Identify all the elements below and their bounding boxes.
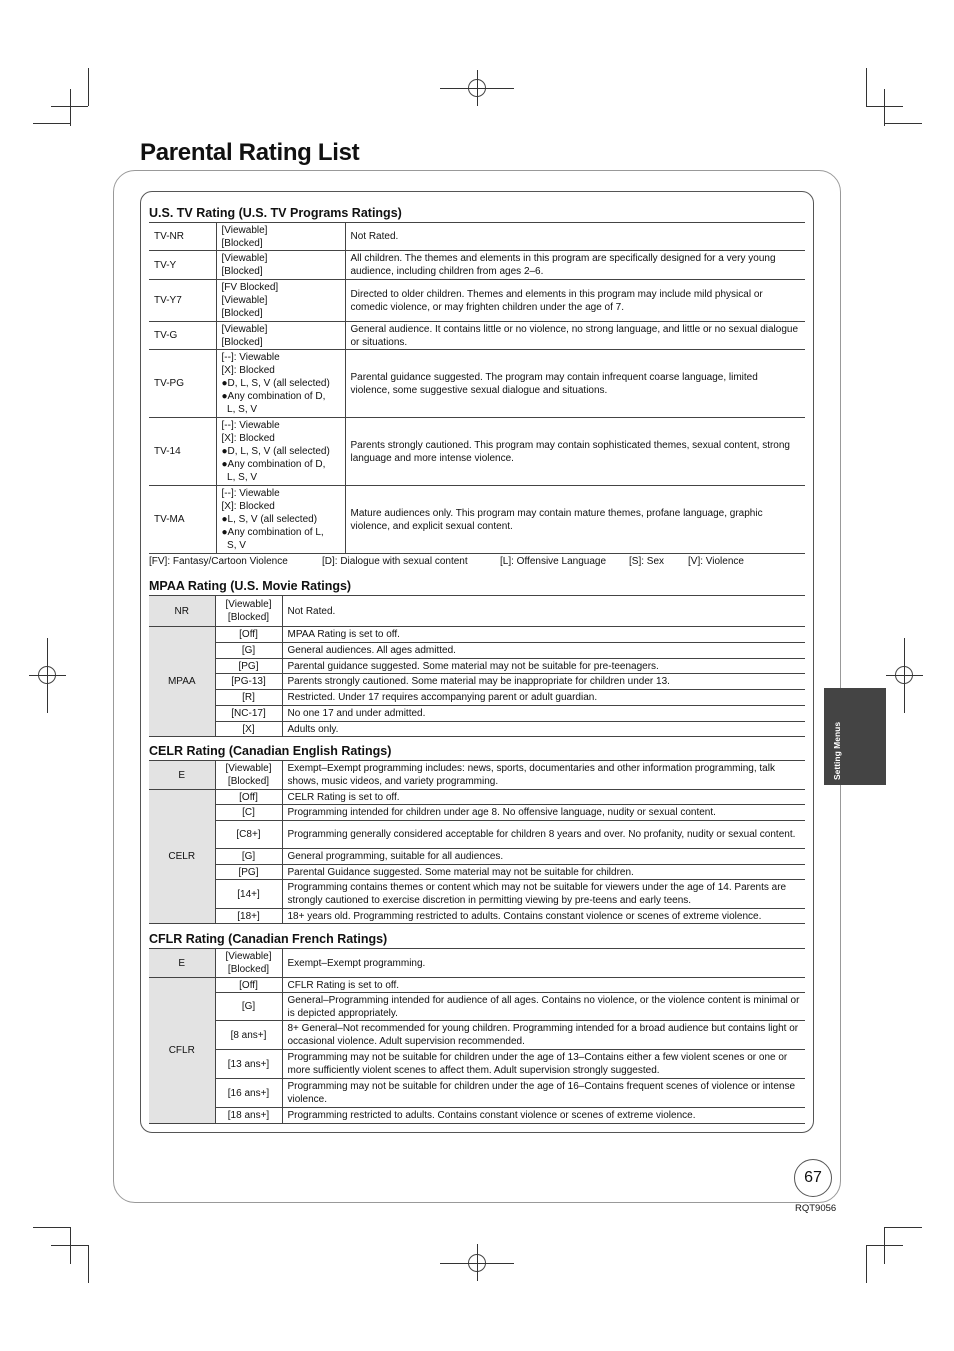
- option-line: [--]: Viewable: [221, 488, 280, 499]
- rating-description: 18+ years old. Programming restricted to adults. Contains constant violence or scenes of extreme violence.: [282, 909, 805, 924]
- option-line: [X]: Blocked: [221, 365, 275, 376]
- rating-description: Mature audiences only. This program may contain mature themes, profane language, graphic violence, and explicit sexual content.: [345, 486, 805, 554]
- us-tv-table: [149, 222, 805, 554]
- rating-option: [18 ans+]: [215, 1108, 282, 1124]
- rating-group: CELR: [149, 790, 215, 924]
- option-line: [Blocked]: [227, 612, 270, 623]
- rating-description: Programming may not be suitable for children under the age of 16–Contains frequent scenes of violence or intense violence.: [282, 1079, 805, 1108]
- rating-options: [215, 949, 282, 978]
- page-number: 67: [794, 1159, 832, 1197]
- rating-description: Parents strongly cautioned. Some material may be inappropriate for children under 13.: [282, 674, 805, 690]
- rating-option: [8 ans+]: [215, 1021, 282, 1050]
- table-row: [149, 790, 805, 805]
- table-row: [149, 880, 805, 909]
- table-row: [149, 1021, 805, 1050]
- option-line: L, S, V: [221, 404, 258, 415]
- rating-description: Adults only.: [282, 722, 805, 737]
- rating-option: [PG]: [215, 659, 282, 674]
- rating-options: [216, 251, 345, 280]
- option-line: L, S, V: [221, 472, 258, 483]
- rating-option: [X]: [215, 722, 282, 737]
- rating-description: All children. The themes and elements in this program are specifically designed for a very young audience, including children from ages 2–6.: [345, 251, 805, 280]
- us-tv-legend: [149, 556, 805, 570]
- legend-item: [D]: Dialogue with sexual content: [322, 556, 468, 567]
- mpaa-heading: MPAA Rating (U.S. Movie Ratings): [149, 579, 352, 593]
- rating-options: [216, 322, 345, 350]
- table-row: [149, 643, 805, 659]
- rating-code: E: [149, 761, 215, 790]
- rating-description: Parental guidance suggested. Some material may not be suitable for pre-teenagers.: [282, 659, 805, 674]
- option-line: [Viewable]: [225, 599, 272, 610]
- rating-description: CFLR Rating is set to off.: [282, 978, 805, 993]
- table-row: [149, 223, 805, 251]
- rating-option: [16 ans+]: [215, 1079, 282, 1108]
- rating-code: TV-MA: [149, 486, 216, 554]
- table-row: [149, 1108, 805, 1124]
- option-line: [Viewable]: [221, 253, 268, 264]
- option-line: [X]: Blocked: [221, 433, 275, 444]
- option-line: ●Any combination of L,: [221, 527, 324, 538]
- rating-option: [18+]: [215, 909, 282, 924]
- table-row: [149, 909, 805, 924]
- table-row: [149, 627, 805, 643]
- celr-table: [149, 760, 805, 924]
- rating-code: TV-Y: [149, 251, 216, 280]
- rating-code: TV-14: [149, 418, 216, 486]
- table-row: [149, 280, 805, 322]
- rating-description: Programming intended for children under age 8. No offensive language, nudity or sexual content.: [282, 805, 805, 821]
- rating-description: Exempt–Exempt programming includes: news, sports, documentaries and other information programming, talk shows, music videos, and variety programming.: [282, 761, 805, 790]
- option-line: ●L, S, V (all selected): [221, 514, 318, 525]
- option-line: [Blocked]: [221, 266, 263, 277]
- us-tv-heading: U.S. TV Rating (U.S. TV Programs Ratings): [149, 206, 402, 220]
- table-row: [149, 865, 805, 880]
- option-line: S, V: [221, 540, 246, 551]
- side-tab: [824, 688, 886, 785]
- table-row: [149, 659, 805, 674]
- cflr-heading: CFLR Rating (Canadian French Ratings): [149, 932, 388, 946]
- rating-code: NR: [149, 596, 215, 627]
- table-row: [149, 993, 805, 1021]
- option-line: [--]: Viewable: [221, 420, 280, 431]
- table-row: [149, 1079, 805, 1108]
- rating-option: [G]: [215, 849, 282, 865]
- rating-description: Parents strongly cautioned. This program may contain sophisticated themes, sexual content, strong language and more intense violence.: [345, 418, 805, 486]
- rating-description: Programming generally considered acceptable for children 8 years and over. No profanity, nudity or sexual content.: [282, 821, 805, 849]
- table-row: [149, 322, 805, 350]
- option-line: [Viewable]: [225, 763, 272, 774]
- table-row: [149, 418, 805, 486]
- document-code: RQT9056: [795, 1203, 837, 1214]
- table-row: [149, 486, 805, 554]
- rating-description: MPAA Rating is set to off.: [282, 627, 805, 643]
- option-line: [Viewable]: [225, 951, 272, 962]
- legend-item: [V]: Violence: [688, 556, 744, 567]
- rating-description: General programming, suitable for all audiences.: [282, 849, 805, 865]
- option-line: [X]: Blocked: [221, 501, 275, 512]
- rating-description: CELR Rating is set to off.: [282, 790, 805, 805]
- rating-option: [NC-17]: [215, 706, 282, 722]
- rating-option: [C8+]: [215, 821, 282, 849]
- mpaa-table: [149, 595, 805, 737]
- rating-option: [PG-13]: [215, 674, 282, 690]
- rating-option: [Off]: [215, 978, 282, 993]
- option-line: [Viewable]: [221, 295, 268, 306]
- rating-code: TV-Y7: [149, 280, 216, 322]
- rating-group: MPAA: [149, 627, 215, 737]
- rating-options: [216, 486, 345, 554]
- option-line: [Blocked]: [227, 964, 270, 975]
- table-row: [149, 849, 805, 865]
- table-row: [149, 1050, 805, 1079]
- legend-item: [S]: Sex: [629, 556, 665, 567]
- rating-description: Exempt–Exempt programming.: [282, 949, 805, 978]
- option-line: [Blocked]: [227, 776, 270, 787]
- rating-description: Not Rated.: [282, 596, 805, 627]
- table-row: [149, 706, 805, 722]
- cflr-table: [149, 948, 805, 1124]
- page-title: Parental Rating List: [140, 139, 360, 166]
- legend-item: [FV]: Fantasy/Cartoon Violence: [149, 556, 288, 567]
- table-row: [149, 690, 805, 706]
- rating-description: 8+ General–Not recommended for young children. Programming intended for a broad audience but contains light or occasional violence. Adult supervision recommended.: [282, 1021, 805, 1050]
- rating-description: Programming may not be suitable for children under the age of 13–Contains either a few violent scenes or one or more sufficiently violent scenes to affect them. Adult supervision strongly suggested.: [282, 1050, 805, 1079]
- rating-option: [PG]: [215, 865, 282, 880]
- option-line: ●D, L, S, V (all selected): [221, 446, 330, 457]
- table-row: [149, 821, 805, 849]
- table-row: [149, 596, 805, 627]
- rating-option: [G]: [215, 993, 282, 1021]
- rating-code: TV-PG: [149, 350, 216, 418]
- rating-description: Directed to older children. Themes and elements in this program may include mild physical or comedic violence, or may frighten children under the age of 7.: [345, 280, 805, 322]
- option-line: [Blocked]: [221, 308, 263, 319]
- table-row: [149, 978, 805, 993]
- rating-option: [13 ans+]: [215, 1050, 282, 1079]
- rating-options: [215, 596, 282, 627]
- option-line: [Blocked]: [221, 336, 263, 348]
- rating-option: [C]: [215, 805, 282, 821]
- rating-description: General audience. It contains little or no violence, no strong language, and little or no sexual dialogue or situations.: [345, 322, 805, 350]
- option-line: ●Any combination of D,: [221, 459, 326, 470]
- rating-code: TV-G: [149, 322, 216, 350]
- table-row: [149, 949, 805, 978]
- table-row: [149, 761, 805, 790]
- option-line: ●Any combination of D,: [221, 391, 326, 402]
- rating-options: [215, 761, 282, 790]
- table-row: [149, 251, 805, 280]
- option-line: [Viewable]: [221, 323, 268, 335]
- option-line: [--]: Viewable: [221, 352, 280, 363]
- rating-options: [216, 280, 345, 322]
- rating-description: General–Programming intended for audience of all ages. Contains no violence, or the violence content is minimal or is depicted appropriately.: [282, 993, 805, 1021]
- rating-option: [G]: [215, 643, 282, 659]
- rating-option: [14+]: [215, 880, 282, 909]
- rating-code: E: [149, 949, 215, 978]
- rating-option: [Off]: [215, 627, 282, 643]
- rating-description: No one 17 and under admitted.: [282, 706, 805, 722]
- rating-description: Not Rated.: [345, 223, 805, 251]
- table-row: [149, 805, 805, 821]
- celr-heading: CELR Rating (Canadian English Ratings): [149, 744, 392, 758]
- rating-option: [Off]: [215, 790, 282, 805]
- table-row: [149, 722, 805, 737]
- option-line: [FV Blocked]: [221, 282, 279, 293]
- option-line: [Viewable]: [221, 224, 268, 236]
- rating-description: Parental Guidance suggested. Some material may not be suitable for children.: [282, 865, 805, 880]
- rating-options: [216, 350, 345, 418]
- rating-options: [216, 418, 345, 486]
- option-line: [Blocked]: [221, 237, 263, 249]
- rating-description: Restricted. Under 17 requires accompanying parent or adult guardian.: [282, 690, 805, 706]
- rating-option: [R]: [215, 690, 282, 706]
- table-row: [149, 350, 805, 418]
- rating-options: [216, 223, 345, 251]
- side-tab-label: Setting Menus: [832, 721, 842, 780]
- table-row: [149, 674, 805, 690]
- rating-description: General audiences. All ages admitted.: [282, 643, 805, 659]
- rating-description: Programming contains themes or content which may not be suitable for viewers under the age of 14. Parents are strongly cautioned to exercise discretion in permitting viewing by pre-teens and early teens.: [282, 880, 805, 909]
- rating-code: TV-NR: [149, 223, 216, 251]
- rating-group: CFLR: [149, 978, 215, 1124]
- option-line: ●D, L, S, V (all selected): [221, 378, 330, 389]
- legend-item: [L]: Offensive Language: [500, 556, 607, 567]
- rating-description: Programming restricted to adults. Contains constant violence or scenes of extreme violence.: [282, 1108, 805, 1124]
- rating-description: Parental guidance suggested. The program may contain infrequent coarse language, limited violence, some suggestive sexual dialogue and situations.: [345, 350, 805, 418]
